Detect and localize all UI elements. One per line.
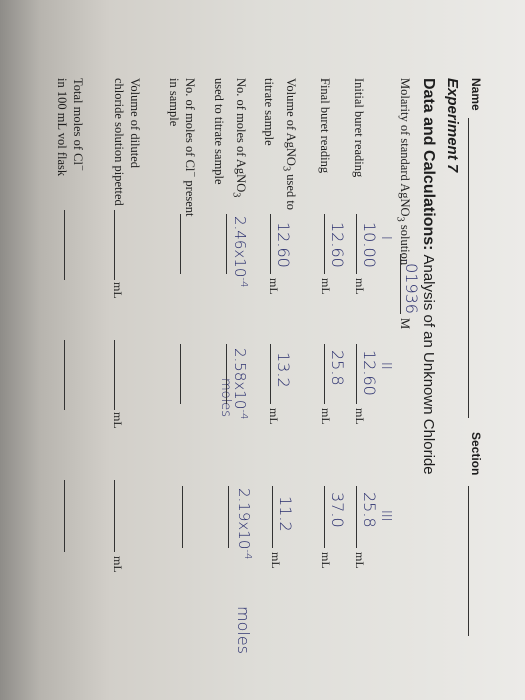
- final-buret-value-1[interactable]: 12.60: [328, 222, 347, 268]
- initial-buret-line-1: [356, 214, 357, 274]
- moles-agno3-written-unit-3: moles: [234, 606, 253, 654]
- moles-cl-label-tail: present: [182, 177, 197, 217]
- final-buret-unit-3: mL: [319, 552, 333, 569]
- moles-cl-field-3[interactable]: [182, 486, 183, 548]
- diluted-volume-field-2[interactable]: [114, 340, 115, 410]
- volume-agno3-value-3[interactable]: 11.2: [276, 496, 295, 532]
- moles-cl-label: [166, 78, 201, 217]
- moles-agno3-line-3: [228, 486, 229, 548]
- title-rest: Analysis of an Unknown Chloride: [420, 254, 437, 475]
- final-buret-value-2[interactable]: 25.8: [328, 350, 347, 386]
- volume-agno3-value-1[interactable]: 12.60: [274, 222, 293, 268]
- initial-buret-value-1[interactable]: 10.00: [360, 222, 379, 268]
- moles-agno3-value-2[interactable]: [231, 348, 249, 419]
- total-moles-label-line2: in 100 mL vol flask: [54, 78, 69, 177]
- moles-agno3-value-3[interactable]: [235, 488, 253, 559]
- trial-2-numeral: II: [378, 362, 393, 370]
- moles-agno3-mantissa-2: 2.58x10: [231, 348, 249, 410]
- moles-agno3-mantissa-3: 2.19x10: [235, 488, 253, 550]
- diluted-volume-field-1[interactable]: [114, 210, 115, 280]
- final-buret-unit-2: mL: [319, 408, 333, 425]
- diluted-volume-unit-1: mL: [111, 282, 125, 299]
- diluted-volume-field-3[interactable]: [114, 480, 115, 552]
- diluted-volume-label: [111, 78, 143, 206]
- molarity-label-tail: solution: [398, 224, 412, 266]
- section-field-line[interactable]: [468, 486, 469, 636]
- final-buret-value-3[interactable]: 37.0: [328, 492, 347, 528]
- diluted-volume-unit-3: mL: [111, 556, 125, 573]
- moles-agno3-subscript: 3: [230, 192, 242, 198]
- final-buret-line-2: [324, 344, 325, 404]
- diluted-volume-label-line2: chloride solution pipetted: [112, 78, 126, 206]
- name-label: Name: [469, 78, 483, 111]
- moles-agno3-mantissa-1: 2.46x10: [231, 216, 249, 278]
- moles-agno3-exponent-1: -4: [238, 277, 249, 288]
- molarity-label: Molarity of standard AgNO: [398, 78, 412, 217]
- volume-agno3-unit-3: mL: [269, 552, 283, 569]
- trial-3-numeral: III: [378, 510, 393, 522]
- moles-agno3-exponent-3: -4: [242, 549, 253, 560]
- final-buret-line-3: [324, 486, 325, 548]
- moles-cl-label-line2: in sample: [166, 78, 181, 127]
- total-moles-label-line1: Total moles of Cl: [70, 78, 85, 165]
- moles-agno3-line-1: [226, 214, 227, 274]
- initial-buret-label: Initial buret reading: [352, 78, 366, 178]
- moles-agno3-label: [212, 78, 250, 197]
- volume-agno3-label-line1: Volume of AgNO: [284, 78, 298, 166]
- page-title: [419, 78, 437, 475]
- volume-agno3-line-1: [270, 214, 271, 274]
- total-moles-field-1[interactable]: [64, 210, 65, 280]
- volume-agno3-label: [262, 78, 300, 210]
- volume-agno3-label-line2: titrate sample: [262, 78, 277, 146]
- volume-agno3-value-2[interactable]: 13.2: [274, 352, 293, 388]
- molarity-value[interactable]: .01936: [402, 258, 421, 314]
- moles-agno3-exponent-2: -4: [238, 409, 249, 420]
- volume-agno3-unit-1: mL: [267, 278, 281, 295]
- initial-buret-unit-2: mL: [353, 408, 367, 425]
- initial-buret-unit-1: mL: [353, 278, 367, 295]
- moles-agno3-line-2: [226, 344, 227, 404]
- volume-agno3-line-3: [272, 486, 273, 548]
- initial-buret-unit-3: mL: [353, 552, 367, 569]
- initial-buret-line-2: [356, 344, 357, 404]
- moles-cl-field-1[interactable]: [180, 214, 181, 274]
- name-field-line[interactable]: [468, 118, 469, 418]
- moles-cl-label-line1: No. of moles of Cl: [182, 78, 197, 172]
- initial-buret-value-2[interactable]: 12.60: [360, 350, 379, 396]
- moles-agno3-label-line2: used to titrate sample: [212, 78, 227, 185]
- volume-agno3-unit-2: mL: [267, 408, 281, 425]
- diluted-volume-unit-2: mL: [111, 412, 125, 429]
- volume-agno3-subscript: 3: [280, 165, 292, 172]
- total-moles-superscript: −: [76, 164, 87, 171]
- trial-1-numeral: I: [378, 236, 393, 240]
- moles-agno3-label-line1: No. of moles of AgNO: [234, 78, 248, 193]
- final-buret-label: Final buret reading: [318, 78, 332, 174]
- title-bold: Data and Calculations:: [420, 78, 437, 251]
- moles-agno3-written-unit-2: moles: [218, 378, 233, 417]
- molarity-row: [392, 78, 414, 265]
- final-buret-unit-1: mL: [319, 278, 333, 295]
- volume-agno3-label-tail: used to: [284, 171, 298, 211]
- molarity-value-line: [400, 254, 401, 314]
- final-buret-line-1: [324, 214, 325, 274]
- experiment-label: Experiment 7: [444, 78, 461, 173]
- diluted-volume-label-line1: Volume of diluted: [128, 78, 142, 169]
- molarity-unit: M: [398, 318, 412, 330]
- moles-cl-field-2[interactable]: [180, 344, 181, 404]
- total-moles-label: [54, 78, 89, 176]
- total-moles-field-2[interactable]: [64, 340, 65, 410]
- moles-agno3-value-1[interactable]: [231, 216, 249, 287]
- section-label: Section: [469, 432, 483, 476]
- molarity-subscript: 3: [394, 216, 406, 222]
- initial-buret-value-3[interactable]: 25.8: [360, 492, 379, 528]
- initial-buret-line-3: [356, 486, 357, 548]
- moles-cl-superscript: −: [188, 171, 199, 178]
- total-moles-field-3[interactable]: [64, 480, 65, 552]
- volume-agno3-line-2: [270, 344, 271, 404]
